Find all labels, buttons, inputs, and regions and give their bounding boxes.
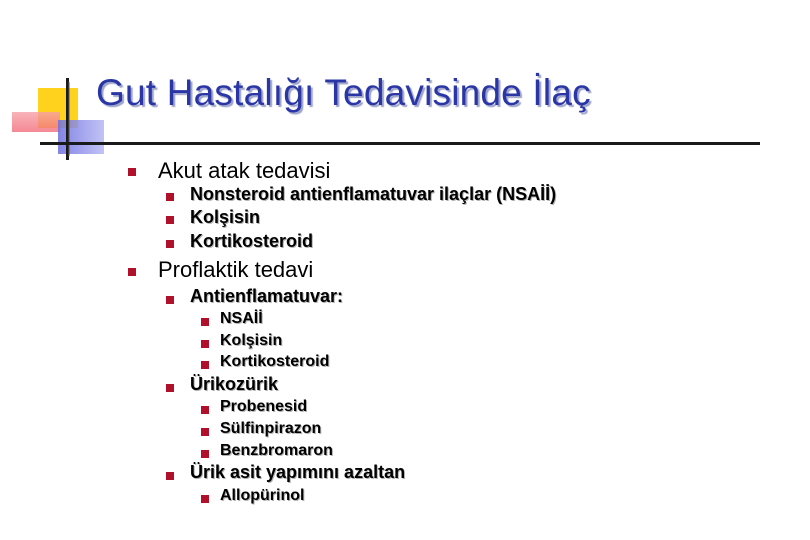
bullet-square-icon — [166, 193, 174, 201]
bullet-benzbromaron: Benzbromaron — [220, 442, 333, 459]
bullet-square-icon — [166, 384, 174, 392]
bullet-urik-asit: Ürik asit yapımını azaltan — [190, 462, 406, 482]
bullet-square-icon — [201, 495, 209, 503]
bullet-square-icon — [201, 318, 209, 326]
bullet-kortikosteroid-1: Kortikosteroid — [190, 231, 314, 251]
bullet-urikozurik: Ürikozürik — [190, 374, 279, 394]
bullet-square-icon — [201, 450, 209, 458]
decor-red-rectangle — [12, 112, 60, 132]
bullet-square-icon — [201, 406, 209, 414]
bullet-akut-atak: Akut atak tedavisi — [158, 158, 331, 183]
bullet-nsaii: NSAİİ — [220, 310, 263, 327]
bullet-allopurinol: Allopürinol — [220, 487, 305, 504]
bullet-probenesid: Probenesid — [220, 398, 308, 415]
bullet-kolsisin-1: Kolşisin — [190, 207, 261, 227]
decor-blue-rectangle — [58, 120, 104, 154]
bullet-square-icon — [201, 361, 209, 369]
bullet-square-icon — [128, 268, 136, 276]
slide-title: Gut Hastalığı Tedavisinde İlaç — [96, 72, 591, 113]
bullet-kortikosteroid-2: Kortikosteroid — [220, 353, 330, 370]
bullet-square-icon — [166, 240, 174, 248]
bullet-square-icon — [201, 428, 209, 436]
bullet-square-icon — [201, 340, 209, 348]
bullet-square-icon — [166, 472, 174, 480]
bullet-nsaii-full: Nonsteroid antienflamatuvar ilaçlar (NSAİİ) — [190, 184, 557, 204]
title-underline — [40, 142, 760, 145]
bullet-kolsisin-2: Kolşisin — [220, 332, 283, 349]
bullet-sulfinpirazon: Sülfinpirazon — [220, 420, 322, 437]
bullet-square-icon — [166, 296, 174, 304]
bullet-antienflamatuvar: Antienflamatuvar: — [190, 286, 344, 306]
bullet-proflaktik: Proflaktik tedavi — [158, 257, 314, 282]
bullet-square-icon — [166, 216, 174, 224]
bullet-square-icon — [128, 168, 136, 176]
